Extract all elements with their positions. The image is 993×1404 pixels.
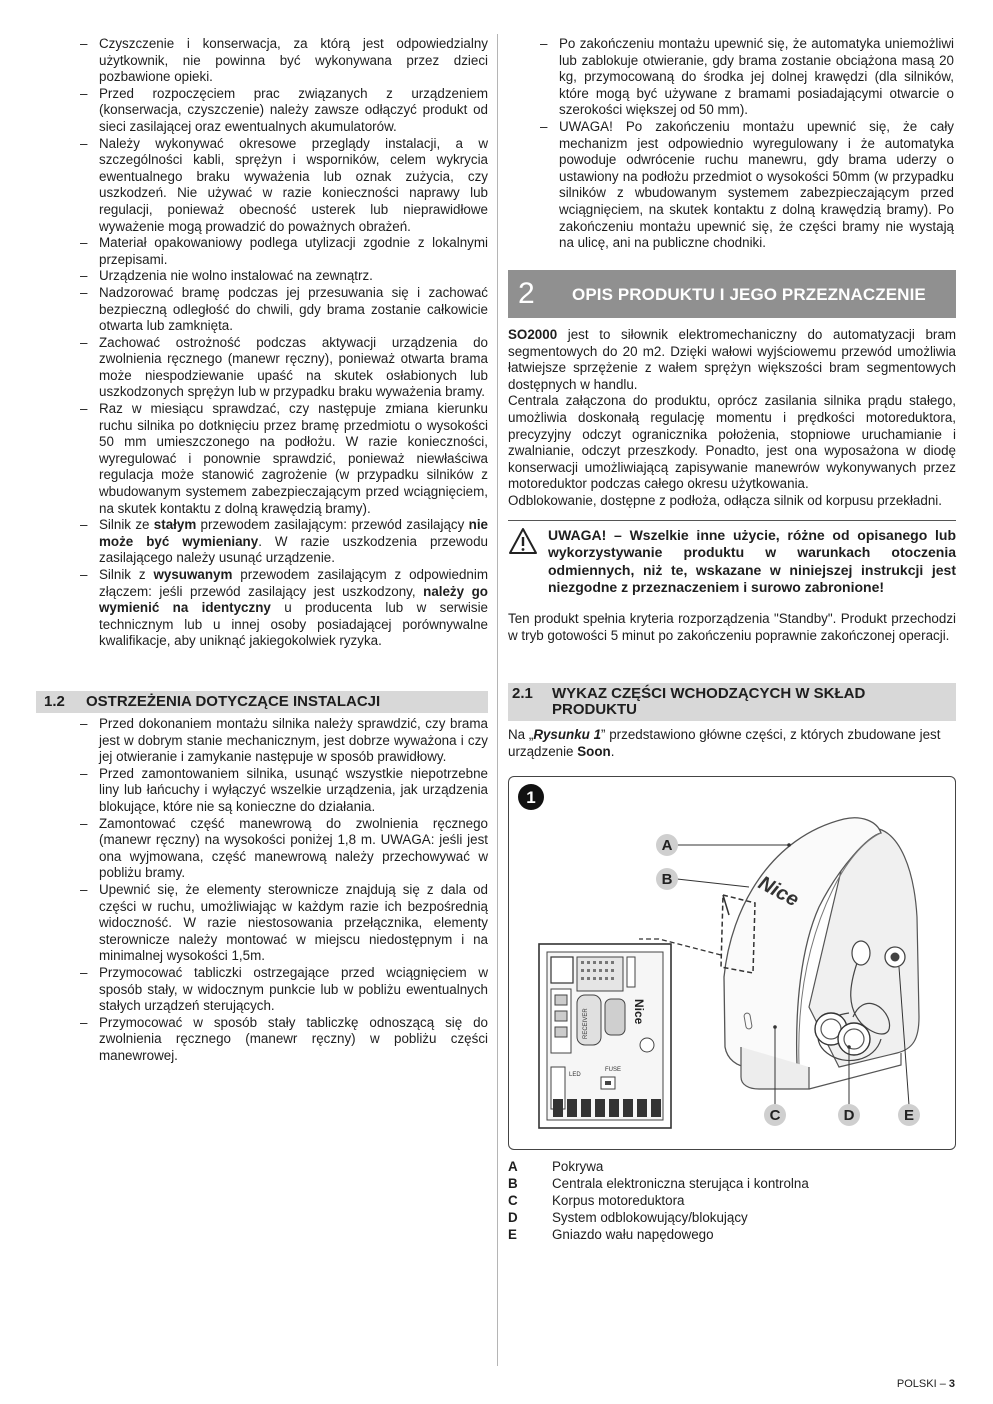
list-item: – Przymocować tabliczki ostrzegające przed wciągnięciem w sposób stały, w widocznym punkcie lub w pobliżu ewentualnych stałych urządzeń sterujących. — [80, 965, 488, 1015]
legend-row — [508, 1226, 809, 1243]
list-item: – Czyszczenie i konserwacja, za którą jest odpowiedzialny użytkownik, nie powinna być wykonywana przez dzieci pozbawione opieki. — [80, 36, 488, 86]
legend-row — [508, 1175, 809, 1192]
callout-C — [764, 1104, 786, 1126]
section-title: WYKAZ CZĘŚCI WCHODZĄCYCH W SKŁAD PRODUKTU — [552, 685, 866, 718]
legend-text: Gniazdo wału napędowego — [552, 1227, 714, 1242]
callout-E — [898, 1104, 920, 1126]
list-item-removable-cable: – Silnik z wysuwanym przewodem zasilającym z odpowiednim złączem: jeśli przewód zasilający jest uszkodzony, należy go wymienić na identyczny u producenta lub w serwisie technicznym lub u innej osoby posiadającej porównywalne kwalifikacje, aby uniknąć jakiegokolwiek ryzyka. — [80, 567, 488, 650]
list-item: – Nadzorować bramę podczas jej przesuwania się i zachować bezpieczną odległość do chwili, gdy brama zostanie całkowicie otwarta lub zamknięta. — [80, 285, 488, 335]
release-knob-2 — [838, 1023, 870, 1055]
install-warnings — [80, 716, 488, 1064]
callout-B — [656, 868, 678, 890]
legend-text: Pokrywa — [552, 1159, 604, 1174]
legend-key: A — [508, 1159, 518, 1174]
section-title: OSTRZEŻENIA DOTYCZĄCE INSTALACJI — [86, 693, 381, 710]
legend-key: D — [508, 1210, 518, 1225]
legend-key: C — [508, 1193, 518, 1208]
list-item: – Upewnić się, że elementy sterownicze znajdują się z dala od części w ruchu, umożliwiając w każdym razie ich bezpośrednią widoczność. W razie niestosowania przełącznika, elementy sterownicze należy montować w miejscu niedostępnym i na minimalnej wysokości 1,5m. — [80, 882, 488, 965]
column-divider — [497, 34, 498, 1366]
callout-A — [656, 834, 678, 856]
section-heading-2-1 — [508, 683, 956, 721]
chapter-title: OPIS PRODUKTU I JEGO PRZEZNACZENIE — [572, 285, 926, 304]
final-check-list — [540, 36, 954, 252]
svg-text:A: A — [661, 837, 673, 854]
section-number: 1.2 — [44, 693, 65, 710]
motor-illustration — [509, 777, 955, 1149]
legend-text: Korpus motoreduktora — [552, 1193, 685, 1208]
warning-box — [508, 520, 956, 596]
description-paragraph: Odblokowanie, dostępne z podłoża, odłącza silnik od korpusu przekładni. — [508, 492, 942, 508]
legend-key: B — [508, 1176, 518, 1191]
legend-row — [508, 1209, 809, 1226]
figure-number: 1 — [526, 788, 536, 807]
warning-text: UWAGA! – Wszelkie inne użycie, różne od opisanego lub wykorzystywanie produktu w warunkach otoczenia odmiennych, niż te, wskazane w niniejszej instrukcji jest niezgodne z przeznaczeniem i surowo zabronione! — [548, 527, 956, 596]
brand-logo: Nice — [754, 871, 803, 912]
callout-D — [838, 1104, 860, 1126]
board-brand: Nice — [632, 999, 646, 1025]
figure-legend — [508, 1158, 809, 1243]
legend-key: E — [508, 1227, 517, 1242]
list-item: – Przed rozpoczęciem prac związanych z urządzeniem (konserwacja, czyszczenie) należy zawsze odłączyć produkt od sieci zasilającej oraz ewentualnych akumulatorów. — [80, 86, 488, 136]
chapter-heading-2 — [508, 270, 956, 318]
figure-1 — [508, 776, 956, 1150]
warning-triangle-icon — [508, 527, 538, 555]
svg-text:E: E — [903, 1107, 915, 1124]
svg-text:B: B — [661, 871, 673, 888]
led-label: LED — [569, 1072, 581, 1078]
list-item: – Raz w miesiącu sprawdzać, czy następuje zmiana kierunku ruchu silnika po dotknięciu przez bramę przedmiotu o wysokości 50 mm umieszczonego na podłożu. W razie konieczności, wyregulować i ponownie sprawdzić, ponieważ niewłaściwa regulacja może stanowić zagrożenie (w przypadku silników z wbudowanym systemem zabezpieczającym przed wciągnięciem, na skutek kontaktu z dolną krawędzią bramy). — [80, 401, 488, 517]
right-top — [540, 36, 954, 252]
fuse-label: FUSE — [605, 1067, 622, 1073]
figure-intro: Na „Rysunku 1” przedstawiono główne części, z których zbudowane jest urządzenie Soon. — [508, 727, 941, 759]
section-heading-1-2 — [36, 691, 488, 713]
page-number: 3 — [948, 1378, 955, 1390]
left-column — [80, 36, 488, 650]
legend-row — [508, 1158, 809, 1175]
footer-language: POLSKI – — [896, 1378, 949, 1390]
list-item: – UWAGA! Po zakończeniu montażu upewnić się, że cały mechanizm jest odpowiednio wyregulowany i że automatyka powoduje odwrócenie ruchu manewru, gdy brama uderzy o ustawiony na podłożu przedmiot o wysokości 50mm (w przypadku silników z wbudowanym systemem zabezpieczającym przed wciągnięciem, na skutek kontaktu z dolną krawędzią bramy). Po zakończeniu montażu upewnić się, że części bramy nie wystają na ulicę, ani na publiczne chodniki. — [540, 119, 954, 252]
description-paragraph: Centrala załączona do produktu, oprócz zasilania silnika prądu stałego, umożliwia doskonałą regulację momentu i prędkości motoreduktora, precyzyjny odczyt ogranicznika położenia, stopniowe uruchamianie i zwalnianie, odczyt przeszkody. Ponadto, jest ona wyposażona w diodę konserwacji umożliwiającą zapisywanie manewrów wykonywanych przez motoreduktor podczas całego okresu użytkowania. — [508, 393, 956, 492]
legend-row — [508, 1192, 809, 1209]
section-number: 2.1 — [512, 685, 533, 702]
list-item: – Zamontować część manewrową do zwolnienia ręcznego (manewr ręczny) na wysokości poniżej 1,8 m. UWAGA: jeśli jest ona wyjmowana, część manewrową należy przechowywać w pobliżu bramy. — [80, 816, 488, 882]
list-item-fixed-cable: – Silnik ze stałym przewodem zasilającym: przewód zasilający nie może być wymieniany. W razie uszkodzenia przewodu zasilającego należy usunąć urządzenie. — [80, 517, 488, 567]
legend-text: Centrala elektroniczna sterująca i kontrolna — [552, 1176, 809, 1191]
legend-text: System odblokowujący/blokujący — [552, 1210, 748, 1225]
list-item: – Przed dokonaniem montażu silnika należy sprawdzić, czy brama jest w dobrym stanie mechanicznym, jest dobrze wyważona i czy jej otwieranie i zamykanie następuje w sposób prawidłowy. — [80, 716, 488, 766]
list-item: – Materiał opakowaniowy podlega utylizacji zgodnie z lokalnymi przepisami. — [80, 235, 488, 268]
install-list — [80, 716, 488, 1064]
product-description — [508, 327, 956, 510]
svg-text:D: D — [843, 1107, 855, 1124]
list-item: – Urządzenia nie wolno instalować na zewnątrz. — [80, 268, 488, 285]
standby-note: Ten produkt spełnia kryteria rozporządzenia "Standby". Produkt przechodzi w tryb gotowości 5 minut po zakończeniu poprawnie zakończonej operacji. — [508, 611, 956, 643]
list-item: – Należy wykonywać okresowe przeglądy instalacji, a w szczególności kabli, sprężyn i wsporników, celem wykrycia ewentualnego braku wyważenia lub oznak zużycia, czy uszkodzeń. Nie używać w razie konieczności naprawy lub regulacji, ponieważ obecność usterek lub nieprawidłowe wyważenie mogą prowadzić do poważnych obrażeń. — [80, 136, 488, 236]
list-item: – Przymocować w sposób stały tabliczkę odnoszącą się do zwolnienia ręcznego (manewr ręczny) w pobliżu części manewrowej. — [80, 1015, 488, 1065]
safety-list — [80, 36, 488, 650]
chapter-number: 2 — [518, 277, 535, 310]
list-item: – Po zakończeniu montażu upewnić się, że automatyka uniemożliwi lub zablokuje otwieranie, gdy brama zostanie obciążona masą 20 kg, przymocowaną do środka jej dolnej krawędzi (dla silników, które mogą być używane z bramami posiadającymi otwarcie o szerokości większej od 50 mm). — [540, 36, 954, 119]
page-footer — [897, 1378, 955, 1390]
description-paragraph: SO2000 jest to siłownik elektromechaniczny do automatyzacji bram segmentowych do 20 m2. Dzięki wałowi wyjściowemu przewód umożliwia łatwiejsze sprzężenie z wałem sprężyn większości bram segmentowych dostępnych w handlu. — [508, 327, 956, 392]
receiver-label: RECEIVER — [583, 1008, 589, 1039]
list-item: – Zachować ostrożność podczas aktywacji urządzenia do zwolnienia ręcznego (manewr ręczny), ponieważ otwarta brama może niespodziewanie upaść na skutek osłabionych lub uszkodzonych sprężyn lub w przypadku braku wyważenia bramy. — [80, 335, 488, 401]
list-item: – Przed zamontowaniem silnika, usunąć wszystkie niepotrzebne liny lub łańcuchy i wyłączyć wszelkie urządzenia, jak urządzenia blokujące, które nie są konieczne do działania. — [80, 766, 488, 816]
svg-text:C: C — [769, 1107, 781, 1124]
